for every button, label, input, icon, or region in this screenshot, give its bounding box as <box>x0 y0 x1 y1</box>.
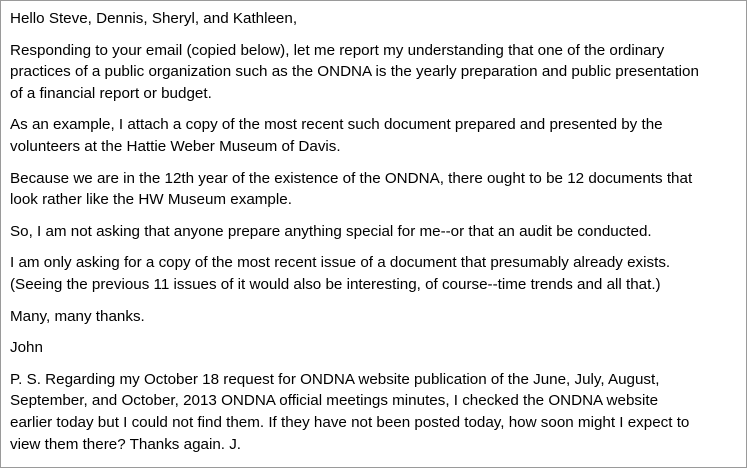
paragraph-line: I am only asking for a copy of the most recent issue of a document that presumably already exists. <box>10 254 671 272</box>
paragraph-line: As an example, I attach a copy of the most recent such document prepared and presented by the <box>10 116 663 134</box>
paragraph-line: September, and October, 2013 ONDNA official meetings minutes, I checked the ONDNA website <box>10 392 659 410</box>
greeting-text: Hello Steve, Dennis, Sheryl, and Kathleen, <box>10 10 298 27</box>
paragraph-line: Because we are in the 12th year of the existence of the ONDNA, there ought to be 12 documents that <box>10 169 693 187</box>
paragraph-line: P. S. Regarding my October 18 request for ONDNA website publication of the June, July, August, <box>10 370 660 388</box>
paragraph-line: So, I am not asking that anyone prepare anything special for me--or that an audit be conducted. <box>10 222 652 240</box>
paragraph-line: volunteers at the Hattie Weber Museum of Davis. <box>10 137 341 155</box>
financial-report-paragraph <box>10 40 734 105</box>
paragraph-line: practices of a public organization such as the ONDNA is the yearly preparation and public presentation <box>10 63 699 81</box>
paragraph-line: (Seeing the previous 11 issues of it would also be interesting, of course--time trends and all that.) <box>10 275 661 293</box>
postscript-paragraph <box>10 369 734 455</box>
signature-paragraph <box>10 337 734 359</box>
attachment-example-paragraph <box>10 114 734 157</box>
email-body[interactable] <box>1 1 746 455</box>
paragraph-line: look rather like the HW Museum example. <box>10 191 292 209</box>
paragraph-line: Responding to your email (copied below), let me report my understanding that one of the ordinary <box>10 41 665 59</box>
greeting-paragraph <box>10 8 734 30</box>
thanks-paragraph <box>10 306 734 328</box>
signature-text: John <box>10 339 43 357</box>
no-audit-paragraph <box>10 221 734 243</box>
twelve-documents-paragraph <box>10 168 734 211</box>
paragraph-line: earlier today but I could not find them. If they have not been posted today, how soon might I expect to <box>10 413 690 431</box>
thanks-text: Many, many thanks. <box>10 307 145 325</box>
request-copy-paragraph <box>10 252 734 295</box>
paragraph-line: of a financial report or budget. <box>10 84 212 102</box>
paragraph-line: view them there? Thanks again. J. <box>10 435 242 453</box>
